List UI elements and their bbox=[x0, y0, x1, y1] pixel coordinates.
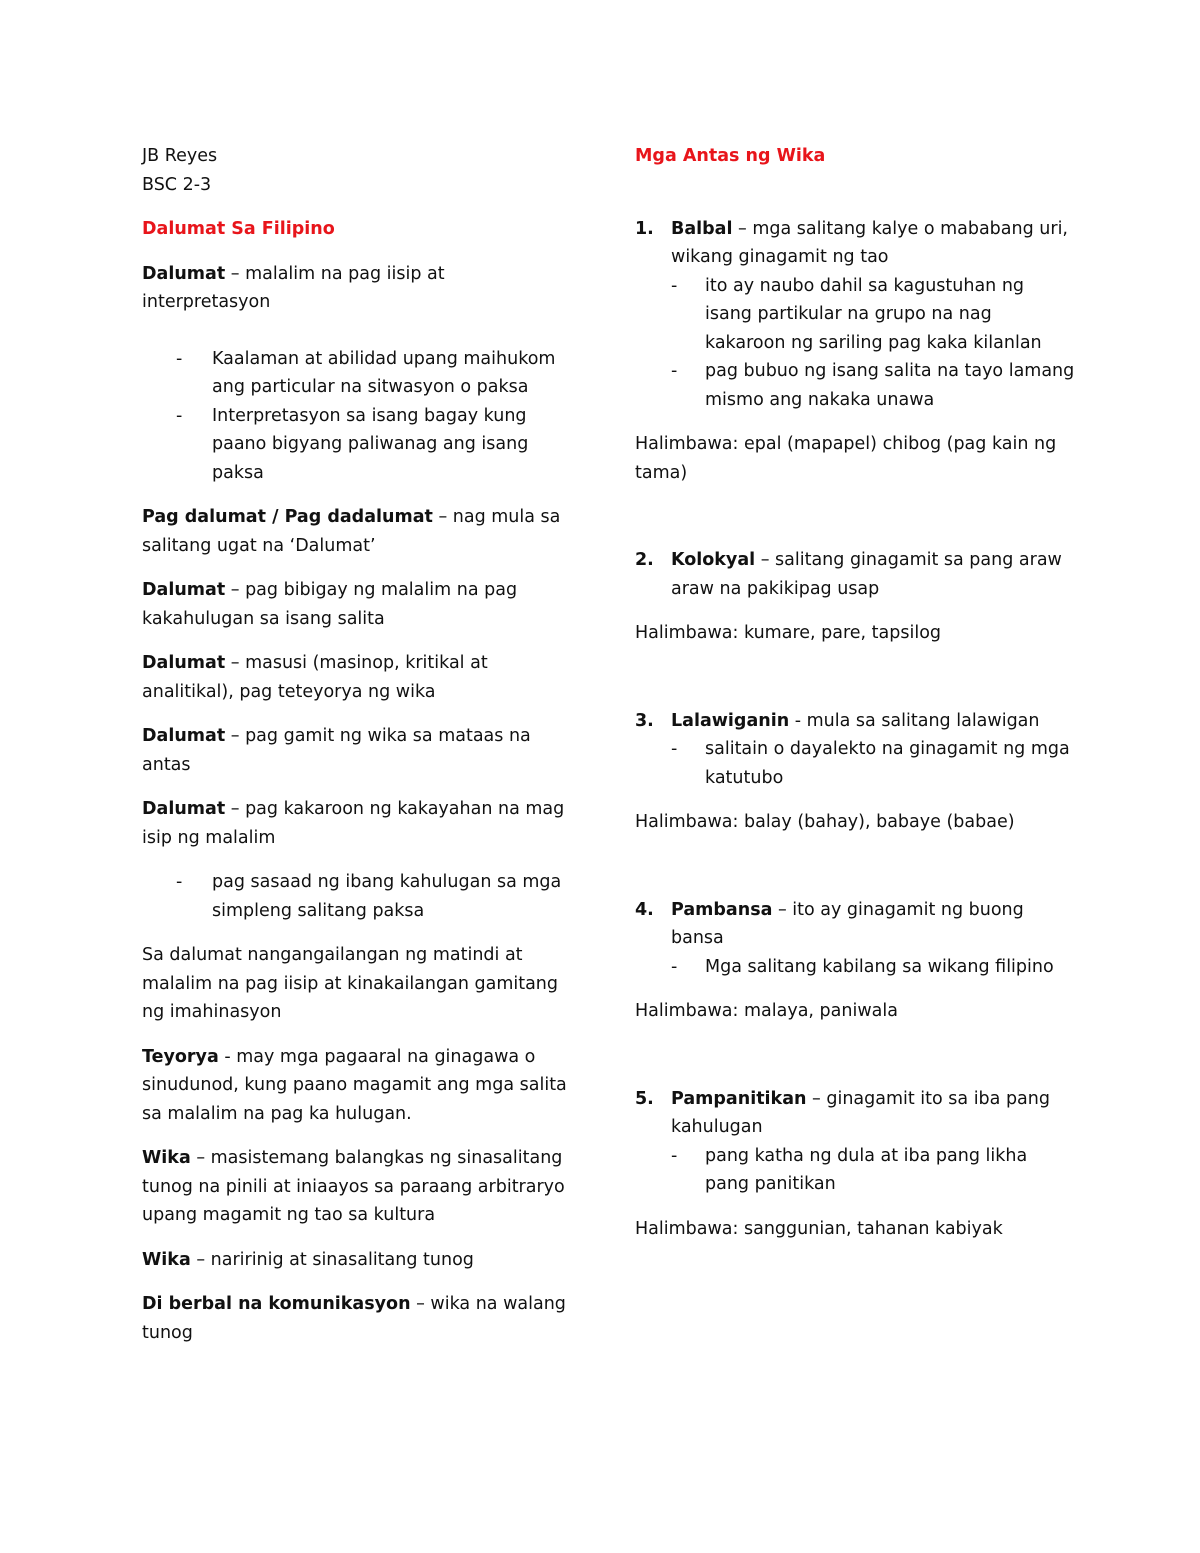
definition-di-berbal bbox=[142, 1290, 572, 1347]
term: Pag dalumat / Pag dadalumat bbox=[142, 507, 433, 527]
term: Dalumat bbox=[142, 799, 226, 819]
term: Pambansa bbox=[671, 899, 773, 920]
term: Dalumat bbox=[142, 726, 226, 746]
term: Dalumat bbox=[142, 580, 226, 600]
definition-text: – mga salitang kalye o mababang uri, wikang ginagamit ng tao bbox=[671, 218, 1068, 267]
term: Wika bbox=[142, 1148, 191, 1168]
bullet-item: - ito ay naubo dahil sa kagustuhan ng isang partikular na grupo na nag kakaroon ng sariling pag kaka kilanlan bbox=[635, 272, 1075, 358]
lalawiganin-bullets bbox=[635, 735, 1075, 792]
left-column bbox=[142, 142, 572, 1363]
example-balbal: Halimbawa: epal (mapapel) chibog (pag kain ng tama) bbox=[635, 434, 1057, 483]
term: Kolokyal bbox=[671, 550, 756, 570]
pambansa-bullets bbox=[635, 953, 1075, 982]
definition-text: – ginagamit ito sa iba pang kahulugan bbox=[671, 1088, 1050, 1137]
definition-wika-2 bbox=[142, 1246, 572, 1275]
definition-text: – naririnig at sinasalitang tunog bbox=[190, 1249, 474, 1270]
definition-dalumat-4 bbox=[142, 722, 572, 779]
definition-dalumat-5 bbox=[142, 795, 572, 852]
balbal-bullets bbox=[635, 272, 1075, 415]
bullet-item: - pag bubuo ng isang salita na tayo lamang mismo ang nakaka unawa bbox=[635, 357, 1075, 414]
item-number: 3. bbox=[635, 710, 654, 731]
definition-text: - mula sa salitang lalawigan bbox=[789, 710, 1040, 731]
item-number: 1. bbox=[635, 218, 654, 239]
definition-pag-dalumat bbox=[142, 503, 572, 560]
bullet-item: - Kaalaman at abilidad upang maihukom ang particular na sitwasyon o paksa bbox=[142, 345, 572, 402]
item-number: 2. bbox=[635, 550, 654, 570]
definition-text: – malalim na pag iisip at interpretasyon bbox=[142, 263, 445, 312]
bullet-item: - Interpretasyon sa isang bagay kung paano bigyang paliwanag ang isang paksa bbox=[142, 402, 572, 488]
term: Lalawiganin bbox=[671, 710, 790, 731]
antas-item-pambansa bbox=[635, 896, 1075, 953]
antas-item-pampanitikan bbox=[635, 1085, 1075, 1142]
definition-text: – nag mula sa salitang ugat na ‘Dalumat’ bbox=[142, 507, 561, 556]
term: Di berbal na komunikasyon bbox=[142, 1294, 411, 1314]
paragraph-sa-dalumat: Sa dalumat nangangailangan ng matindi at malalim na pag iisip at kinakailangan gamitang ng imahinasyon bbox=[142, 945, 559, 1022]
definition-teyorya bbox=[142, 1043, 572, 1129]
dalumat-5-bullets bbox=[142, 868, 572, 925]
antas-item-balbal bbox=[635, 215, 1075, 272]
term: Pampanitikan bbox=[671, 1088, 807, 1109]
item-number: 4. bbox=[635, 899, 654, 920]
bullet-item: - pang katha ng dula at iba pang likha pang panitikan bbox=[635, 1142, 1075, 1199]
definition-text: - may mga pagaaral na ginagawa o sinudunod, kung paano magamit ang mga salita sa malalim na pag ka hulugan. bbox=[142, 1046, 567, 1124]
bullet-item: - Mga salitang kabilang sa wikang filipino bbox=[635, 953, 1075, 982]
definition-text: – ito ay ginagamit ng buong bansa bbox=[671, 899, 1024, 948]
bullet-item: - pag sasaad ng ibang kahulugan sa mga simpleng salitang paksa bbox=[142, 868, 572, 925]
item-number: 5. bbox=[635, 1088, 654, 1109]
definition-text: – pag kakaroon ng kakayahan na mag isip ng malalim bbox=[142, 799, 565, 848]
definition-wika-1 bbox=[142, 1144, 572, 1230]
term: Dalumat bbox=[142, 653, 226, 673]
antas-item-kolokyal bbox=[635, 546, 1075, 603]
example-kolokyal: Halimbawa: kumare, pare, tapsilog bbox=[635, 623, 942, 643]
term: Dalumat bbox=[142, 263, 226, 284]
antas-item-lalawiganin bbox=[635, 707, 1075, 736]
definition-dalumat-3 bbox=[142, 649, 572, 706]
term: Wika bbox=[142, 1249, 191, 1270]
author-section: BSC 2-3 bbox=[142, 174, 212, 195]
right-title: Mga Antas ng Wika bbox=[635, 146, 826, 166]
right-column bbox=[635, 142, 1075, 1259]
definition-text: – masusi (masinop, kritikal at analitikal), pag teteyorya ng wika bbox=[142, 653, 488, 702]
dalumat-1-bullets bbox=[142, 345, 572, 488]
definition-text: – salitang ginagamit sa pang araw araw na pakikipag usap bbox=[671, 550, 1062, 599]
definition-text: – pag bibigay ng malalim na pag kakahulugan sa isang salita bbox=[142, 580, 518, 629]
term: Balbal bbox=[671, 218, 733, 239]
definition-text: – masistemang balangkas ng sinasalitang tunog na pinili at iniaayos sa paraang arbitraryo upang magamit ng tao sa kultura bbox=[142, 1148, 565, 1225]
term: Teyorya bbox=[142, 1046, 219, 1067]
bullet-item: - salitain o dayalekto na ginagamit ng mga katutubo bbox=[635, 735, 1075, 792]
example-pampanitikan: Halimbawa: sanggunian, tahanan kabiyak bbox=[635, 1218, 1003, 1239]
definition-text: – pag gamit ng wika sa mataas na antas bbox=[142, 726, 531, 775]
definition-text: – wika na walang tunog bbox=[142, 1294, 566, 1343]
example-pambansa: Halimbawa: malaya, paniwala bbox=[635, 1001, 898, 1021]
example-lalawiganin: Halimbawa: balay (bahay), babaye (babae) bbox=[635, 812, 1015, 832]
left-title: Dalumat Sa Filipino bbox=[142, 219, 335, 239]
definition-dalumat-2 bbox=[142, 576, 572, 633]
author-name: JB Reyes bbox=[142, 146, 218, 166]
definition-dalumat-1 bbox=[142, 260, 572, 317]
pampanitikan-bullets bbox=[635, 1142, 1075, 1199]
